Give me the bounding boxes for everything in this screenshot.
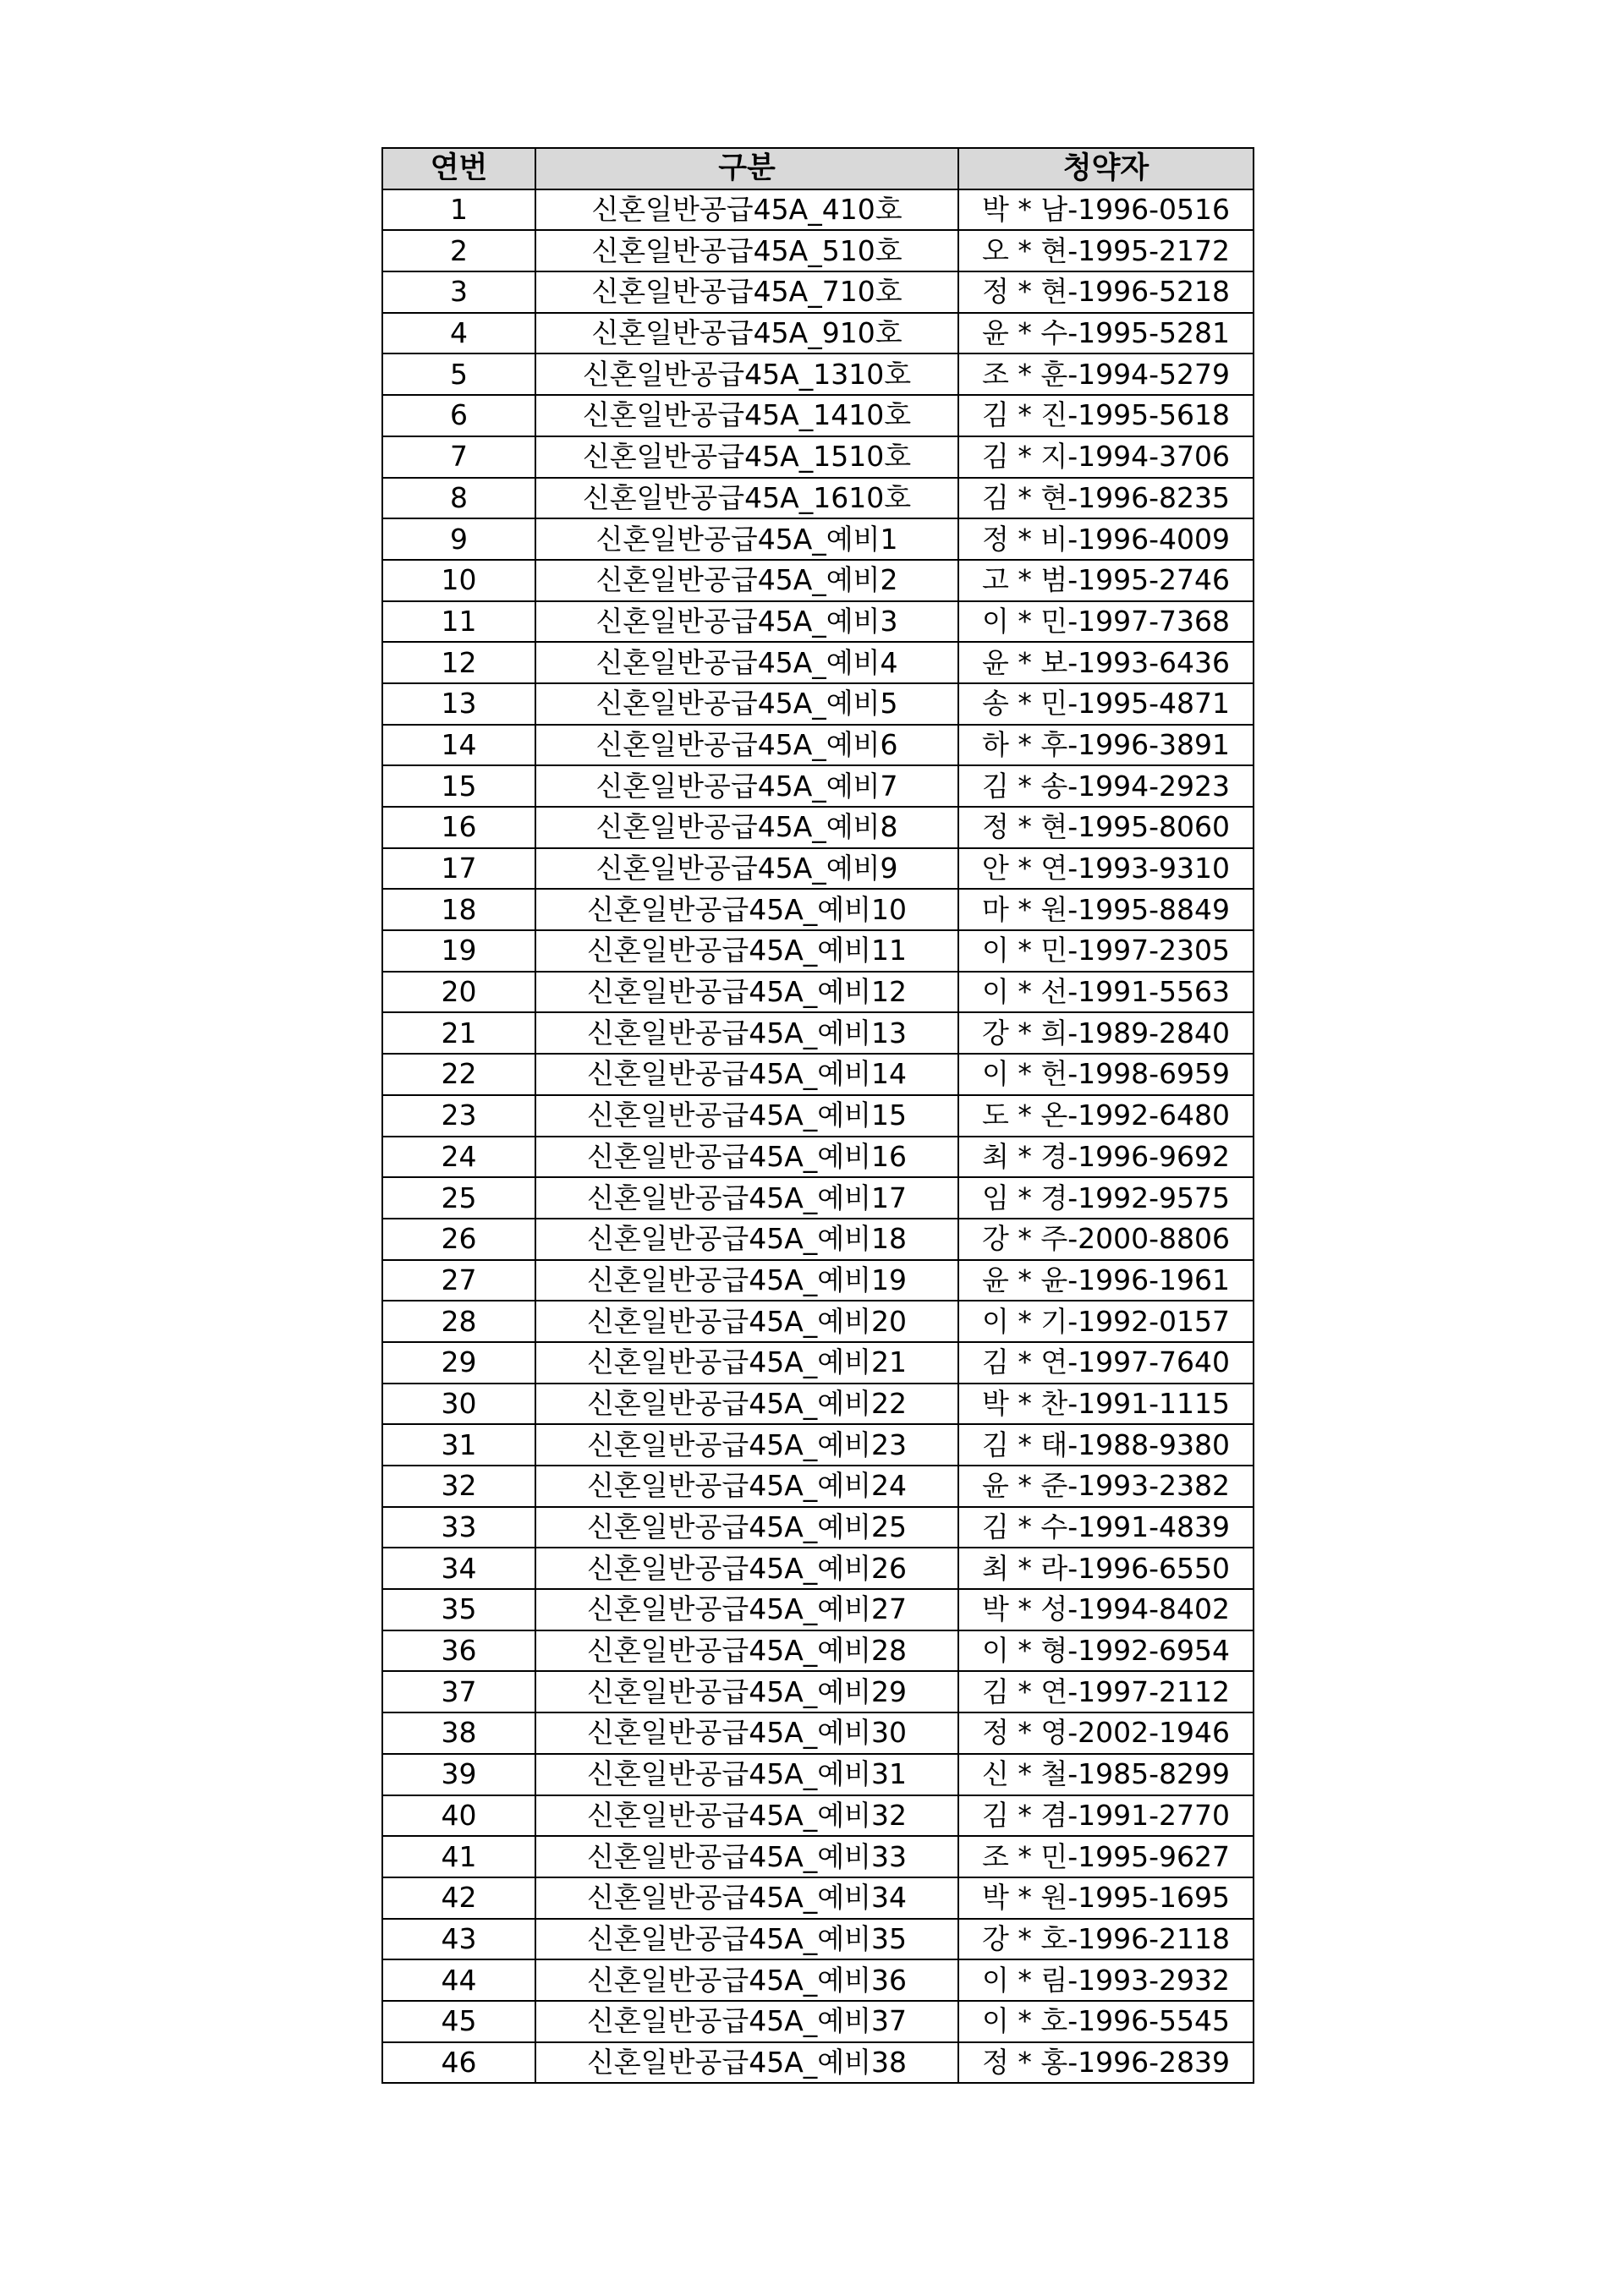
row-category: 신혼일반공급45A_1610호	[535, 478, 958, 519]
row-number: 9	[382, 518, 535, 560]
row-number: 17	[382, 848, 535, 890]
row-applicant: 정 * 현-1996-5218	[958, 271, 1254, 313]
row-number: 39	[382, 1754, 535, 1795]
row-number: 42	[382, 1877, 535, 1919]
row-number: 34	[382, 1548, 535, 1589]
row-number: 31	[382, 1424, 535, 1466]
row-category: 신혼일반공급45A_예비22	[535, 1384, 958, 1425]
table-row	[382, 1137, 1254, 1178]
table-row	[382, 1466, 1254, 1507]
table-row	[382, 2001, 1254, 2042]
row-category: 신혼일반공급45A_예비6	[535, 725, 958, 766]
table-row	[382, 1795, 1254, 1837]
row-number: 20	[382, 972, 535, 1013]
row-number: 28	[382, 1301, 535, 1342]
row-number: 30	[382, 1384, 535, 1425]
row-number: 29	[382, 1342, 535, 1384]
row-applicant: 오 * 현-1995-2172	[958, 230, 1254, 271]
row-applicant: 정 * 현-1995-8060	[958, 807, 1254, 848]
row-category: 신혼일반공급45A_예비25	[535, 1507, 958, 1548]
table-row	[382, 518, 1254, 560]
row-number: 25	[382, 1177, 535, 1219]
row-number: 15	[382, 765, 535, 807]
row-applicant: 신 * 철-1985-8299	[958, 1754, 1254, 1795]
row-number: 2	[382, 230, 535, 271]
header-number: 연번	[382, 148, 535, 189]
row-applicant: 도 * 온-1992-6480	[958, 1095, 1254, 1137]
row-category: 신혼일반공급45A_1310호	[535, 353, 958, 395]
table-row	[382, 395, 1254, 436]
row-category: 신혼일반공급45A_예비18	[535, 1219, 958, 1260]
row-applicant: 김 * 지-1994-3706	[958, 436, 1254, 478]
table-row	[382, 189, 1254, 231]
table-body	[382, 189, 1254, 2084]
row-number: 35	[382, 1589, 535, 1630]
table-row	[382, 1301, 1254, 1342]
table-row	[382, 1630, 1254, 1672]
row-applicant: 이 * 림-1993-2932	[958, 1959, 1254, 2001]
row-number: 43	[382, 1919, 535, 1960]
table-row	[382, 1589, 1254, 1630]
row-applicant: 강 * 희-1989-2840	[958, 1012, 1254, 1054]
row-category: 신혼일반공급45A_예비4	[535, 642, 958, 683]
row-category: 신혼일반공급45A_예비35	[535, 1919, 958, 1960]
row-applicant: 이 * 기-1992-0157	[958, 1301, 1254, 1342]
row-category: 신혼일반공급45A_예비33	[535, 1836, 958, 1877]
row-number: 10	[382, 560, 535, 601]
row-applicant: 정 * 영-2002-1946	[958, 1712, 1254, 1754]
row-applicant: 정 * 비-1996-4009	[958, 518, 1254, 560]
header-row	[382, 148, 1254, 189]
row-category: 신혼일반공급45A_예비34	[535, 1877, 958, 1919]
row-applicant: 김 * 수-1991-4839	[958, 1507, 1254, 1548]
row-applicant: 송 * 민-1995-4871	[958, 683, 1254, 725]
row-category: 신혼일반공급45A_1410호	[535, 395, 958, 436]
row-applicant: 박 * 원-1995-1695	[958, 1877, 1254, 1919]
row-category: 신혼일반공급45A_410호	[535, 189, 958, 231]
row-category: 신혼일반공급45A_예비5	[535, 683, 958, 725]
row-applicant: 조 * 훈-1994-5279	[958, 353, 1254, 395]
table-row	[382, 683, 1254, 725]
header-category: 구분	[535, 148, 958, 189]
row-category: 신혼일반공급45A_예비14	[535, 1054, 958, 1095]
table-row	[382, 1712, 1254, 1754]
row-applicant: 최 * 라-1996-6550	[958, 1548, 1254, 1589]
table-row	[382, 848, 1254, 890]
row-number: 24	[382, 1137, 535, 1178]
row-number: 8	[382, 478, 535, 519]
row-number: 3	[382, 271, 535, 313]
row-number: 37	[382, 1671, 535, 1712]
row-category: 신혼일반공급45A_예비12	[535, 972, 958, 1013]
row-category: 신혼일반공급45A_예비31	[535, 1754, 958, 1795]
row-category: 신혼일반공급45A_예비1	[535, 518, 958, 560]
row-category: 신혼일반공급45A_예비21	[535, 1342, 958, 1384]
row-applicant: 조 * 민-1995-9627	[958, 1836, 1254, 1877]
row-category: 신혼일반공급45A_예비24	[535, 1466, 958, 1507]
row-number: 40	[382, 1795, 535, 1837]
table-row	[382, 1959, 1254, 2001]
row-category: 신혼일반공급45A_예비37	[535, 2001, 958, 2042]
row-category: 신혼일반공급45A_예비19	[535, 1260, 958, 1301]
row-number: 5	[382, 353, 535, 395]
row-category: 신혼일반공급45A_예비11	[535, 930, 958, 972]
table-row	[382, 436, 1254, 478]
row-category: 신혼일반공급45A_예비32	[535, 1795, 958, 1837]
row-applicant: 강 * 호-1996-2118	[958, 1919, 1254, 1960]
table-row	[382, 765, 1254, 807]
table-row	[382, 1260, 1254, 1301]
table-row	[382, 1219, 1254, 1260]
row-applicant: 이 * 민-1997-2305	[958, 930, 1254, 972]
table-header	[382, 148, 1254, 189]
row-category: 신혼일반공급45A_예비9	[535, 848, 958, 890]
table-row	[382, 1877, 1254, 1919]
row-category: 신혼일반공급45A_예비17	[535, 1177, 958, 1219]
table-row	[382, 1384, 1254, 1425]
row-number: 44	[382, 1959, 535, 2001]
row-category: 신혼일반공급45A_예비7	[535, 765, 958, 807]
table-row	[382, 353, 1254, 395]
table-row	[382, 1507, 1254, 1548]
row-category: 신혼일반공급45A_510호	[535, 230, 958, 271]
table-row	[382, 1177, 1254, 1219]
row-applicant: 윤 * 윤-1996-1961	[958, 1260, 1254, 1301]
row-number: 6	[382, 395, 535, 436]
row-number: 38	[382, 1712, 535, 1754]
row-category: 신혼일반공급45A_예비29	[535, 1671, 958, 1712]
row-category: 신혼일반공급45A_예비16	[535, 1137, 958, 1178]
table-row	[382, 1919, 1254, 1960]
row-category: 신혼일반공급45A_예비15	[535, 1095, 958, 1137]
table-row	[382, 1671, 1254, 1712]
applicant-table	[381, 147, 1254, 2084]
row-applicant: 강 * 주-2000-8806	[958, 1219, 1254, 1260]
row-category: 신혼일반공급45A_예비36	[535, 1959, 958, 2001]
row-number: 45	[382, 2001, 535, 2042]
table-row	[382, 1012, 1254, 1054]
table-row	[382, 478, 1254, 519]
row-applicant: 이 * 선-1991-5563	[958, 972, 1254, 1013]
row-category: 신혼일반공급45A_710호	[535, 271, 958, 313]
row-number: 1	[382, 189, 535, 231]
row-category: 신혼일반공급45A_예비13	[535, 1012, 958, 1054]
row-number: 41	[382, 1836, 535, 1877]
row-applicant: 마 * 원-1995-8849	[958, 889, 1254, 930]
row-category: 신혼일반공급45A_예비8	[535, 807, 958, 848]
row-number: 19	[382, 930, 535, 972]
row-number: 21	[382, 1012, 535, 1054]
row-applicant: 윤 * 수-1995-5281	[958, 313, 1254, 354]
table-row	[382, 601, 1254, 643]
row-category: 신혼일반공급45A_예비26	[535, 1548, 958, 1589]
row-number: 14	[382, 725, 535, 766]
table-row	[382, 1342, 1254, 1384]
table-row	[382, 271, 1254, 313]
row-number: 22	[382, 1054, 535, 1095]
row-applicant: 윤 * 보-1993-6436	[958, 642, 1254, 683]
row-number: 13	[382, 683, 535, 725]
row-applicant: 하 * 후-1996-3891	[958, 725, 1254, 766]
row-category: 신혼일반공급45A_예비27	[535, 1589, 958, 1630]
row-applicant: 박 * 남-1996-0516	[958, 189, 1254, 231]
table-row	[382, 1054, 1254, 1095]
row-applicant: 이 * 호-1996-5545	[958, 2001, 1254, 2042]
table-row	[382, 1754, 1254, 1795]
row-number: 4	[382, 313, 535, 354]
row-applicant: 김 * 연-1997-2112	[958, 1671, 1254, 1712]
row-applicant: 김 * 태-1988-9380	[958, 1424, 1254, 1466]
row-number: 46	[382, 2042, 535, 2084]
row-applicant: 임 * 경-1992-9575	[958, 1177, 1254, 1219]
row-number: 32	[382, 1466, 535, 1507]
header-applicant: 청약자	[958, 148, 1254, 189]
row-number: 12	[382, 642, 535, 683]
row-category: 신혼일반공급45A_예비3	[535, 601, 958, 643]
table-row	[382, 560, 1254, 601]
row-number: 36	[382, 1630, 535, 1672]
row-category: 신혼일반공급45A_예비28	[535, 1630, 958, 1672]
row-category: 신혼일반공급45A_예비20	[535, 1301, 958, 1342]
row-number: 7	[382, 436, 535, 478]
row-number: 16	[382, 807, 535, 848]
table-row	[382, 1095, 1254, 1137]
row-applicant: 김 * 연-1997-7640	[958, 1342, 1254, 1384]
table-row	[382, 807, 1254, 848]
row-category: 신혼일반공급45A_예비10	[535, 889, 958, 930]
row-category: 신혼일반공급45A_예비38	[535, 2042, 958, 2084]
row-applicant: 박 * 찬-1991-1115	[958, 1384, 1254, 1425]
table-row	[382, 889, 1254, 930]
row-applicant: 안 * 연-1993-9310	[958, 848, 1254, 890]
table-row	[382, 1836, 1254, 1877]
row-applicant: 박 * 성-1994-8402	[958, 1589, 1254, 1630]
table-row	[382, 2042, 1254, 2084]
row-number: 27	[382, 1260, 535, 1301]
row-applicant: 윤 * 준-1993-2382	[958, 1466, 1254, 1507]
row-applicant: 김 * 현-1996-8235	[958, 478, 1254, 519]
row-applicant: 최 * 경-1996-9692	[958, 1137, 1254, 1178]
row-category: 신혼일반공급45A_910호	[535, 313, 958, 354]
row-category: 신혼일반공급45A_예비30	[535, 1712, 958, 1754]
row-applicant: 이 * 민-1997-7368	[958, 601, 1254, 643]
table-row	[382, 230, 1254, 271]
row-number: 26	[382, 1219, 535, 1260]
table-row	[382, 930, 1254, 972]
row-category: 신혼일반공급45A_예비2	[535, 560, 958, 601]
row-applicant: 김 * 겸-1991-2770	[958, 1795, 1254, 1837]
row-applicant: 이 * 헌-1998-6959	[958, 1054, 1254, 1095]
row-applicant: 정 * 홍-1996-2839	[958, 2042, 1254, 2084]
row-applicant: 김 * 송-1994-2923	[958, 765, 1254, 807]
row-applicant: 고 * 범-1995-2746	[958, 560, 1254, 601]
row-number: 23	[382, 1095, 535, 1137]
row-number: 18	[382, 889, 535, 930]
table-row	[382, 1424, 1254, 1466]
table-row	[382, 642, 1254, 683]
row-category: 신혼일반공급45A_예비23	[535, 1424, 958, 1466]
table-row	[382, 1548, 1254, 1589]
row-applicant: 이 * 형-1992-6954	[958, 1630, 1254, 1672]
table-row	[382, 972, 1254, 1013]
row-applicant: 김 * 진-1995-5618	[958, 395, 1254, 436]
row-number: 11	[382, 601, 535, 643]
table-row	[382, 725, 1254, 766]
row-number: 33	[382, 1507, 535, 1548]
table-row	[382, 313, 1254, 354]
row-category: 신혼일반공급45A_1510호	[535, 436, 958, 478]
